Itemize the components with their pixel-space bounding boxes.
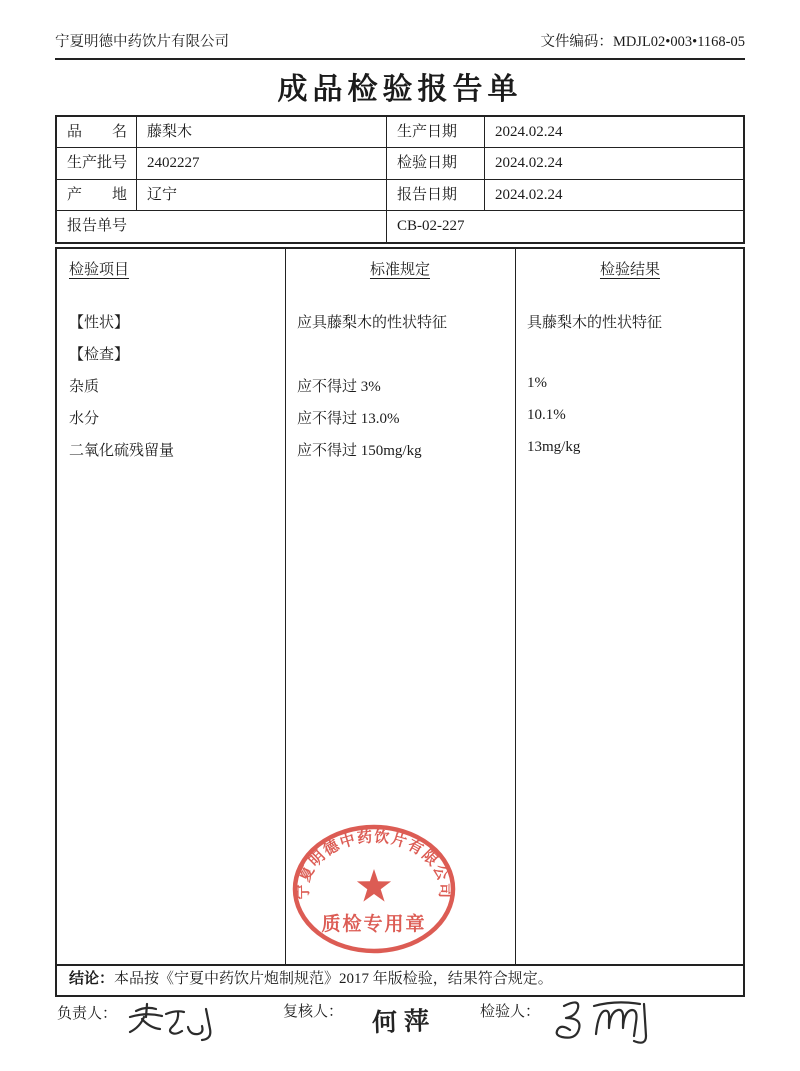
inspection-row xyxy=(57,407,743,428)
standard-cell: 应不得过 150mg/kg xyxy=(297,443,422,459)
standard-cell: 应不得过 13.0% xyxy=(297,411,400,427)
report-no-value: CB-02-227 xyxy=(397,217,465,234)
standard-cell xyxy=(285,343,515,364)
info-label: 生产批号 xyxy=(57,148,137,179)
item-cell: 水分 xyxy=(69,411,100,427)
info-label: 报告日期 xyxy=(387,180,485,211)
reviewer-label: 复核人： xyxy=(283,1004,344,1020)
standard-cell: 应不得过 3% xyxy=(297,379,381,395)
inspector-label: 检验人： xyxy=(480,1004,541,1020)
info-value: 2024.02.24 xyxy=(485,117,743,148)
result-cell xyxy=(515,343,743,364)
info-value: 藤梨木 xyxy=(137,117,387,148)
item-cell: 【检查】 xyxy=(69,347,130,363)
inspection-row xyxy=(57,343,743,364)
doc-code-value: MDJL02•003•1168-05 xyxy=(612,34,745,50)
result-cell: 1% xyxy=(527,375,547,391)
conclusion-row xyxy=(55,966,745,997)
col-header-standard: 标准规定 xyxy=(369,262,430,278)
info-value: 2024.02.24 xyxy=(485,148,743,179)
col-header-result: 检验结果 xyxy=(599,262,660,278)
report-no-label: 报告单号 xyxy=(57,211,387,242)
inspection-row xyxy=(57,439,743,460)
info-label: 生产日期 xyxy=(387,117,485,148)
item-cell: 杂质 xyxy=(69,379,100,395)
page-title: 成品检验报告单 xyxy=(277,73,523,106)
info-value: 2402227 xyxy=(137,148,387,179)
info-label: 检验日期 xyxy=(387,148,485,179)
result-cell: 具藤梨木的性状特征 xyxy=(527,315,663,331)
conclusion-label: 结论： xyxy=(69,971,115,987)
item-cell: 【性状】 xyxy=(69,315,130,331)
inspector-signature xyxy=(548,994,660,1050)
stamp-arc-text: 宁夏明德中药饮片有限公司 xyxy=(295,829,453,900)
info-value: 2024.02.24 xyxy=(485,180,743,211)
doc-code-label: 文件编码： xyxy=(540,34,613,50)
qc-stamp xyxy=(282,817,466,961)
company-name: 宁夏明德中药饮片有限公司 xyxy=(55,34,229,50)
item-cell: 二氧化硫残留量 xyxy=(69,443,175,459)
inspection-row xyxy=(57,311,743,332)
reviewer-signature: 何萍 xyxy=(371,1007,437,1038)
result-cell: 10.1% xyxy=(527,407,566,423)
standard-cell: 应具藤梨木的性状特征 xyxy=(297,315,448,331)
info-label: 品 名 xyxy=(57,117,137,148)
responsible-signature xyxy=(122,1001,222,1047)
conclusion-text: 本品按《宁夏中药饮片炮制规范》2017 年版检验，结果符合规定。 xyxy=(114,971,553,987)
stamp-bottom-text: 质检专用章 xyxy=(321,914,427,935)
doc-code xyxy=(540,30,745,51)
col-header-item: 检验项目 xyxy=(69,262,130,278)
page-header xyxy=(55,30,745,60)
responsible-label: 负责人： xyxy=(57,1006,118,1022)
result-cell: 13mg/kg xyxy=(527,439,581,455)
inspection-row xyxy=(57,375,743,396)
info-label: 产 地 xyxy=(57,180,137,211)
info-value: 辽宁 xyxy=(137,180,387,211)
stamp-star-icon xyxy=(357,869,391,902)
info-table xyxy=(55,115,745,244)
